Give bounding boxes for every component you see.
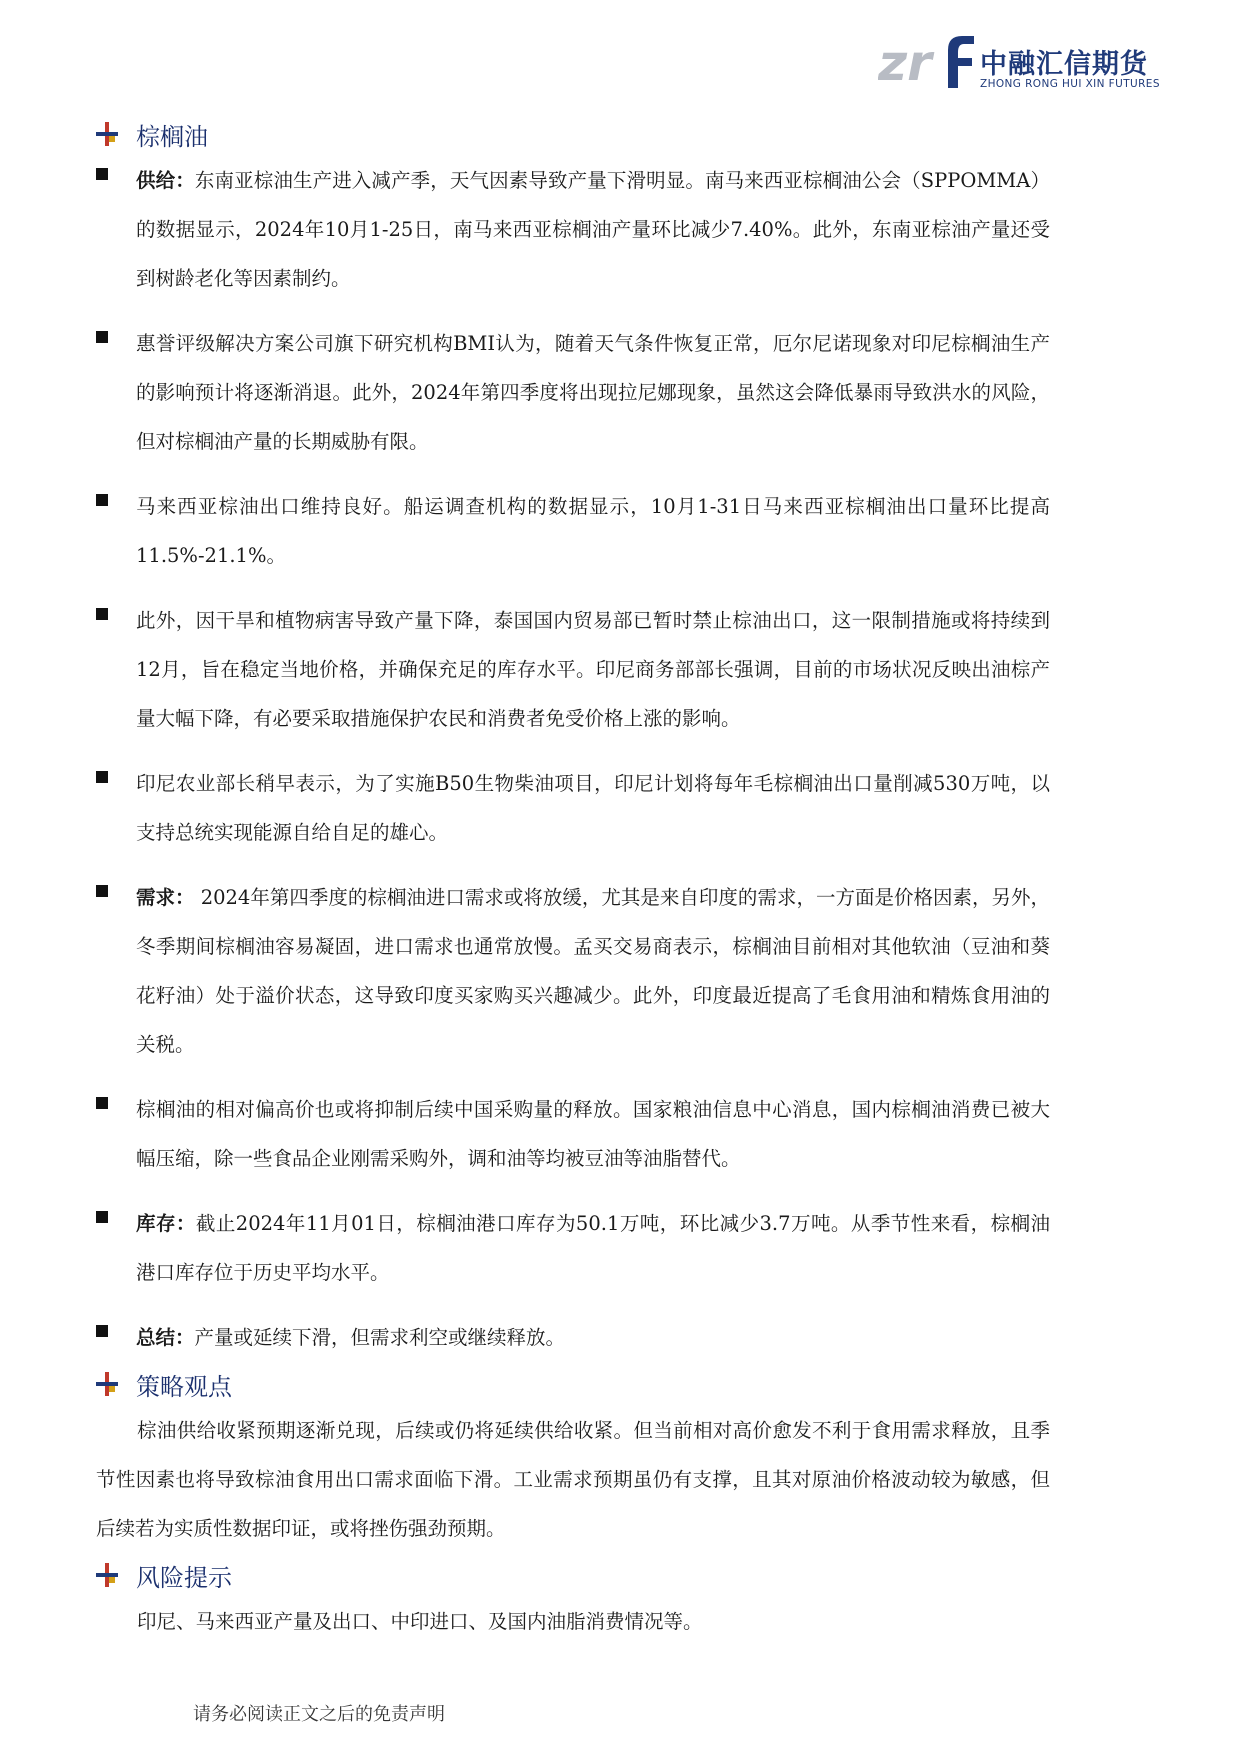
bullet-text: 截止2024年11月01日，棕榈油港口库存为50.1万吨，环比减少3.7万吨。从季节性来看，棕榈油港口库存位于历史平均水平。 [136,1212,1050,1284]
bullet-square-icon [96,331,108,343]
bullet-supply [90,156,1050,303]
svg-text:zr: zr [878,34,932,92]
section-title-palm-oil [90,112,1050,156]
bullet-bmi [90,319,1050,466]
bullet-square-icon [96,168,108,180]
report-content [90,112,1050,1646]
bullet-summary [90,1313,1050,1362]
section-title-text: 风险提示 [136,1563,232,1592]
bullet-text: 东南亚棕油生产进入减产季，天气因素导致产量下滑明显。南马来西亚棕榈油公会（SPPOMMA）的数据显示，2024年10月1-25日，南马来西亚棕榈油产量环比减少7.40%。此外，东南亚棕油产量还受到树龄老化等因素制约。 [136,169,1050,290]
bullet-demand [90,873,1050,1069]
bullet-lead: 库存： [136,1212,196,1235]
bullet-text: 印尼农业部长稍早表示，为了实施B50生物柴油项目，印尼计划将每年毛棕榈油出口量削减530万吨，以支持总统实现能源自给自足的雄心。 [136,772,1050,844]
section-marker-icon [96,1563,118,1587]
section-title-strategy [90,1362,1050,1406]
bullet-square-icon [96,1097,108,1109]
logo-english-name: ZHONG RONG HUI XIN FUTURES [980,78,1160,90]
bullet-text: 此外，因干旱和植物病害导致产量下降，泰国国内贸易部已暂时禁止棕油出口，这一限制措施或将持续到12月，旨在稳定当地价格，并确保充足的库存水平。印尼商务部部长强调，目前的市场状况反映出油棕产量大幅下降，有必要采取措施保护农民和消费者免受价格上涨的影响。 [136,609,1050,730]
bullet-square-icon [96,494,108,506]
bullet-square-icon [96,1211,108,1223]
bullet-text: 产量或延续下滑，但需求利空或继续释放。 [194,1326,566,1349]
bullet-square-icon [96,885,108,897]
disclaimer-footer: 请务必阅读正文之后的免责声明 [193,1704,445,1725]
section-title-text: 棕榈油 [136,122,208,151]
bullet-text: 惠誉评级解决方案公司旗下研究机构BMI认为，随着天气条件恢复正常，厄尔尼诺现象对印尼棕榈油生产的影响预计将逐渐消退。此外，2024年第四季度将出现拉尼娜现象，虽然这会降低暴雨导致洪水的风险，但对棕榈油产量的长期威胁有限。 [136,332,1050,453]
logo-chinese-name: 中融汇信期货 [980,49,1148,80]
bullet-text: 棕榈油的相对偏高价也或将抑制后续中国采购量的释放。国家粮油信息中心消息，国内棕榈油消费已被大幅压缩，除一些食品企业刚需采购外，调和油等均被豆油等油脂替代。 [136,1098,1050,1170]
bullet-square-icon [96,771,108,783]
bullet-lead: 需求： [136,886,195,909]
bullet-indonesia-b50 [90,759,1050,857]
bullet-thailand-ban [90,596,1050,743]
section-title-risk [90,1553,1050,1597]
strategy-paragraph: 棕油供给收紧预期逐渐兑现，后续或仍将延续供给收紧。但当前相对高价愈发不利于食用需求释放，且季节性因素也将导致棕油食用出口需求面临下滑。工业需求预期虽仍有支撑，且其对原油价格波动较为敏感，但后续若为实质性数据印证，或将挫伤强劲预期。 [96,1419,1050,1540]
section-marker-icon [96,122,118,146]
section-marker-icon [96,1372,118,1396]
bullet-square-icon [96,1325,108,1337]
bullet-text: 2024年第四季度的棕榈油进口需求或将放缓，尤其是来自印度的需求，一方面是价格因素，另外，冬季期间棕榈油容易凝固，进口需求也通常放慢。孟买交易商表示，棕榈油目前相对其他软油（豆油和葵花籽油）处于溢价状态，这导致印度买家购买兴趣减少。此外，印度最近提高了毛食用油和精炼食用油的关税。 [136,886,1050,1056]
bullet-malaysia-export [90,482,1050,580]
section-title-text: 策略观点 [136,1372,232,1401]
bullet-inventory [90,1199,1050,1297]
risk-paragraph: 印尼、马来西亚产量及出口、中印进口、及国内油脂消费情况等。 [137,1610,703,1633]
bullet-square-icon [96,608,108,620]
bullet-lead: 供给： [136,169,195,192]
bullet-lead: 总结： [136,1326,195,1349]
bullet-text: 马来西亚棕油出口维持良好。船运调查机构的数据显示，10月1-31日马来西亚棕榈油出口量环比提高11.5%-21.1%。 [136,495,1050,567]
bullet-china-purchase [90,1085,1050,1183]
